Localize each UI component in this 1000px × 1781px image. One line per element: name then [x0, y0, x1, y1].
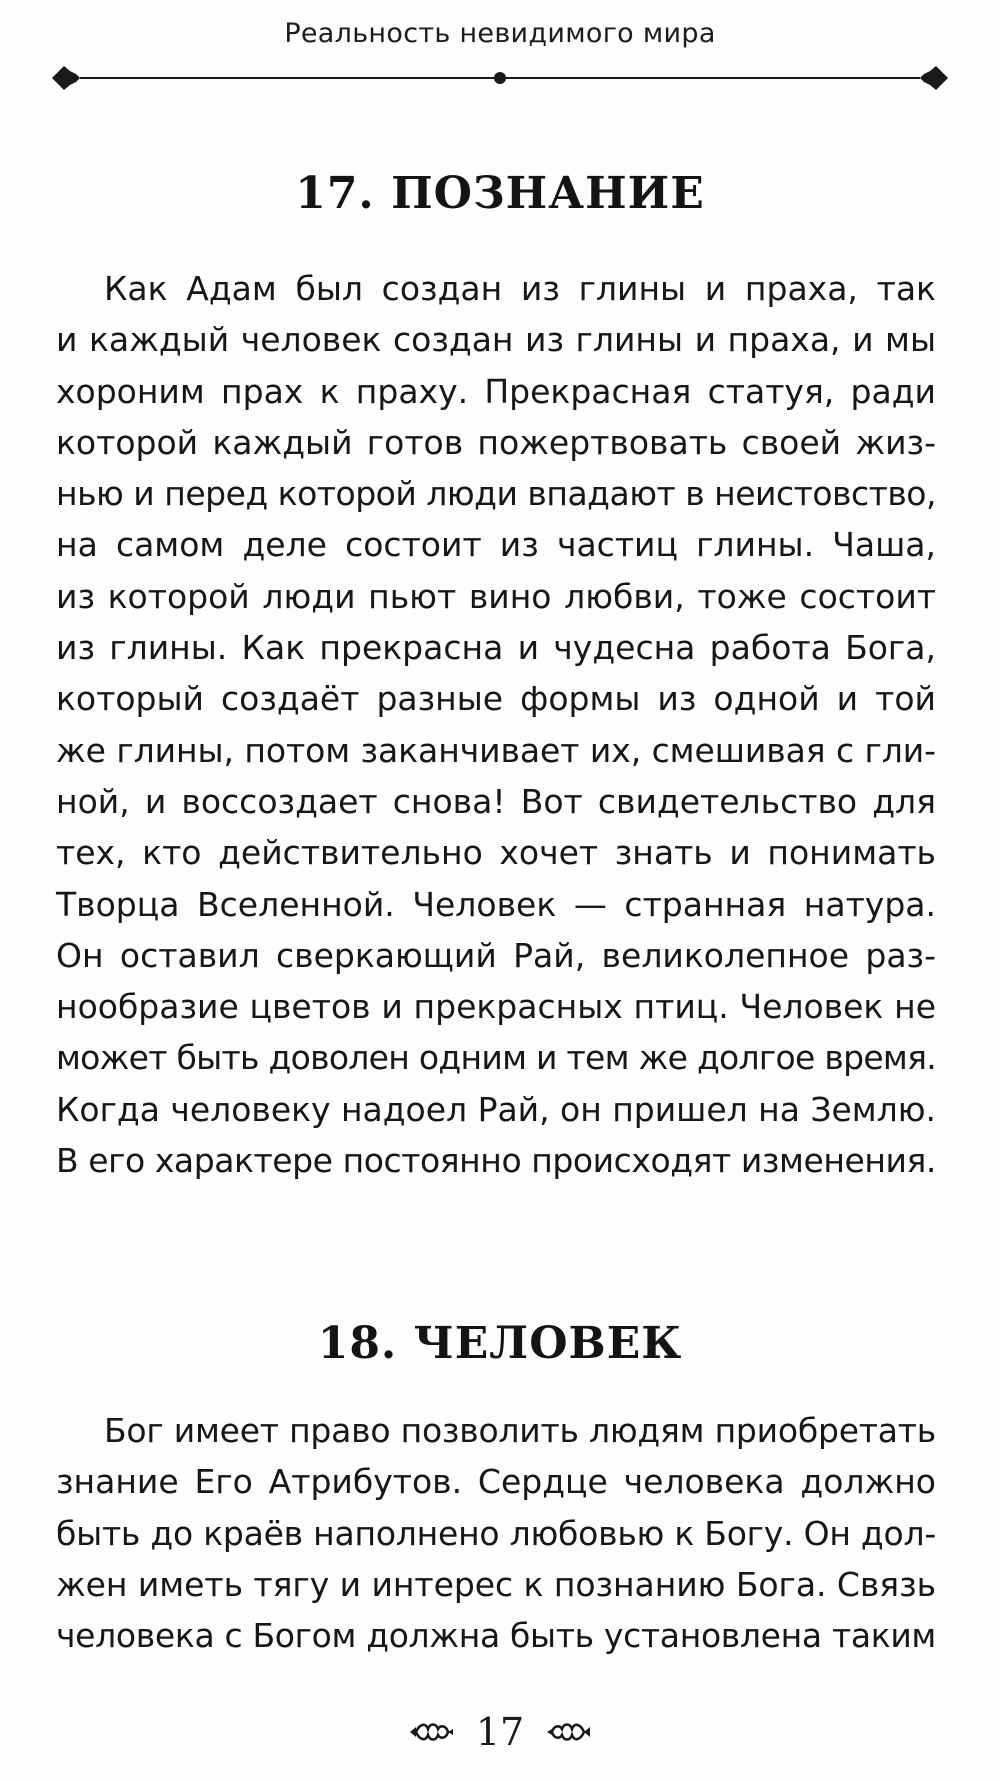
- text-line: ной, и воссоздает снова! Вот свидетельство для: [56, 781, 936, 821]
- section-18-paragraph: [56, 1405, 936, 1661]
- text-line: человека с Богом должна быть установлена таким: [56, 1616, 936, 1656]
- text-line: тех, кто действительно хочет знать и понимать: [56, 833, 936, 873]
- center-dot-icon: [494, 72, 506, 84]
- text-line: знание Его Атрибутов. Сердце человека должно: [56, 1462, 936, 1502]
- section-title-18: 18. ЧЕЛОВЕК: [317, 1318, 683, 1369]
- text-line: нью и перед которой люди впадают в неистовство,: [56, 474, 936, 514]
- text-line: на самом деле состоит из частиц глины. Чаша,: [56, 525, 936, 565]
- text-line: нообразие цветов и прекрасных птиц. Человек не: [56, 987, 936, 1027]
- right-fleuron-icon: [920, 66, 948, 90]
- section-17-paragraph: [56, 263, 936, 1186]
- text-line: быть до краёв наполнено любовью к Богу. Он дол-: [56, 1513, 937, 1553]
- text-line: Как Адам был создан из глины и праха, так: [104, 269, 936, 308]
- left-fleuron-icon: [52, 66, 80, 90]
- text-line: из глины. Как прекрасна и чудесна работа Бога,: [56, 628, 936, 668]
- text-line: Он оставил сверкающий Рай, великолепное раз-: [56, 935, 936, 975]
- header-ornament-rule: [50, 58, 950, 98]
- text-line: Бог имеет право позволить людям приобретать: [104, 1411, 936, 1450]
- text-line: Творца Вселенной. Человек — странная натура.: [56, 884, 936, 924]
- right-folio-ornament-icon: [546, 1717, 592, 1747]
- section-title-17: 17. ПОЗНАНИЕ: [295, 168, 705, 219]
- text-line: жен иметь тягу и интерес к познанию Бога. Связь: [56, 1564, 936, 1604]
- text-line: которой каждый готов пожертвовать своей жиз-: [56, 422, 936, 462]
- page-folio: [0, 1710, 1000, 1760]
- text-line: хороним прах к праху. Прекрасная статуя, ради: [56, 371, 936, 411]
- running-header: Реальность невидимого мира: [284, 18, 716, 49]
- page-number: 17: [475, 1710, 525, 1754]
- text-line: из которой люди пьют вино любви, тоже состоит: [56, 576, 936, 616]
- text-line: Когда человеку надоел Рай, он пришел на Землю.: [56, 1089, 936, 1129]
- text-line: может быть доволен одним и тем же долгое время.: [56, 1038, 936, 1078]
- text-line: В его характере постоянно происходят изменения.: [56, 1141, 936, 1181]
- text-line: и каждый человек создан из глины и праха, и мы: [56, 320, 936, 360]
- text-line: который создаёт разные формы из одной и той: [56, 679, 936, 719]
- left-folio-ornament-icon: [408, 1717, 454, 1747]
- text-line: же глины, потом заканчивает их, смешивая с гли-: [56, 730, 937, 770]
